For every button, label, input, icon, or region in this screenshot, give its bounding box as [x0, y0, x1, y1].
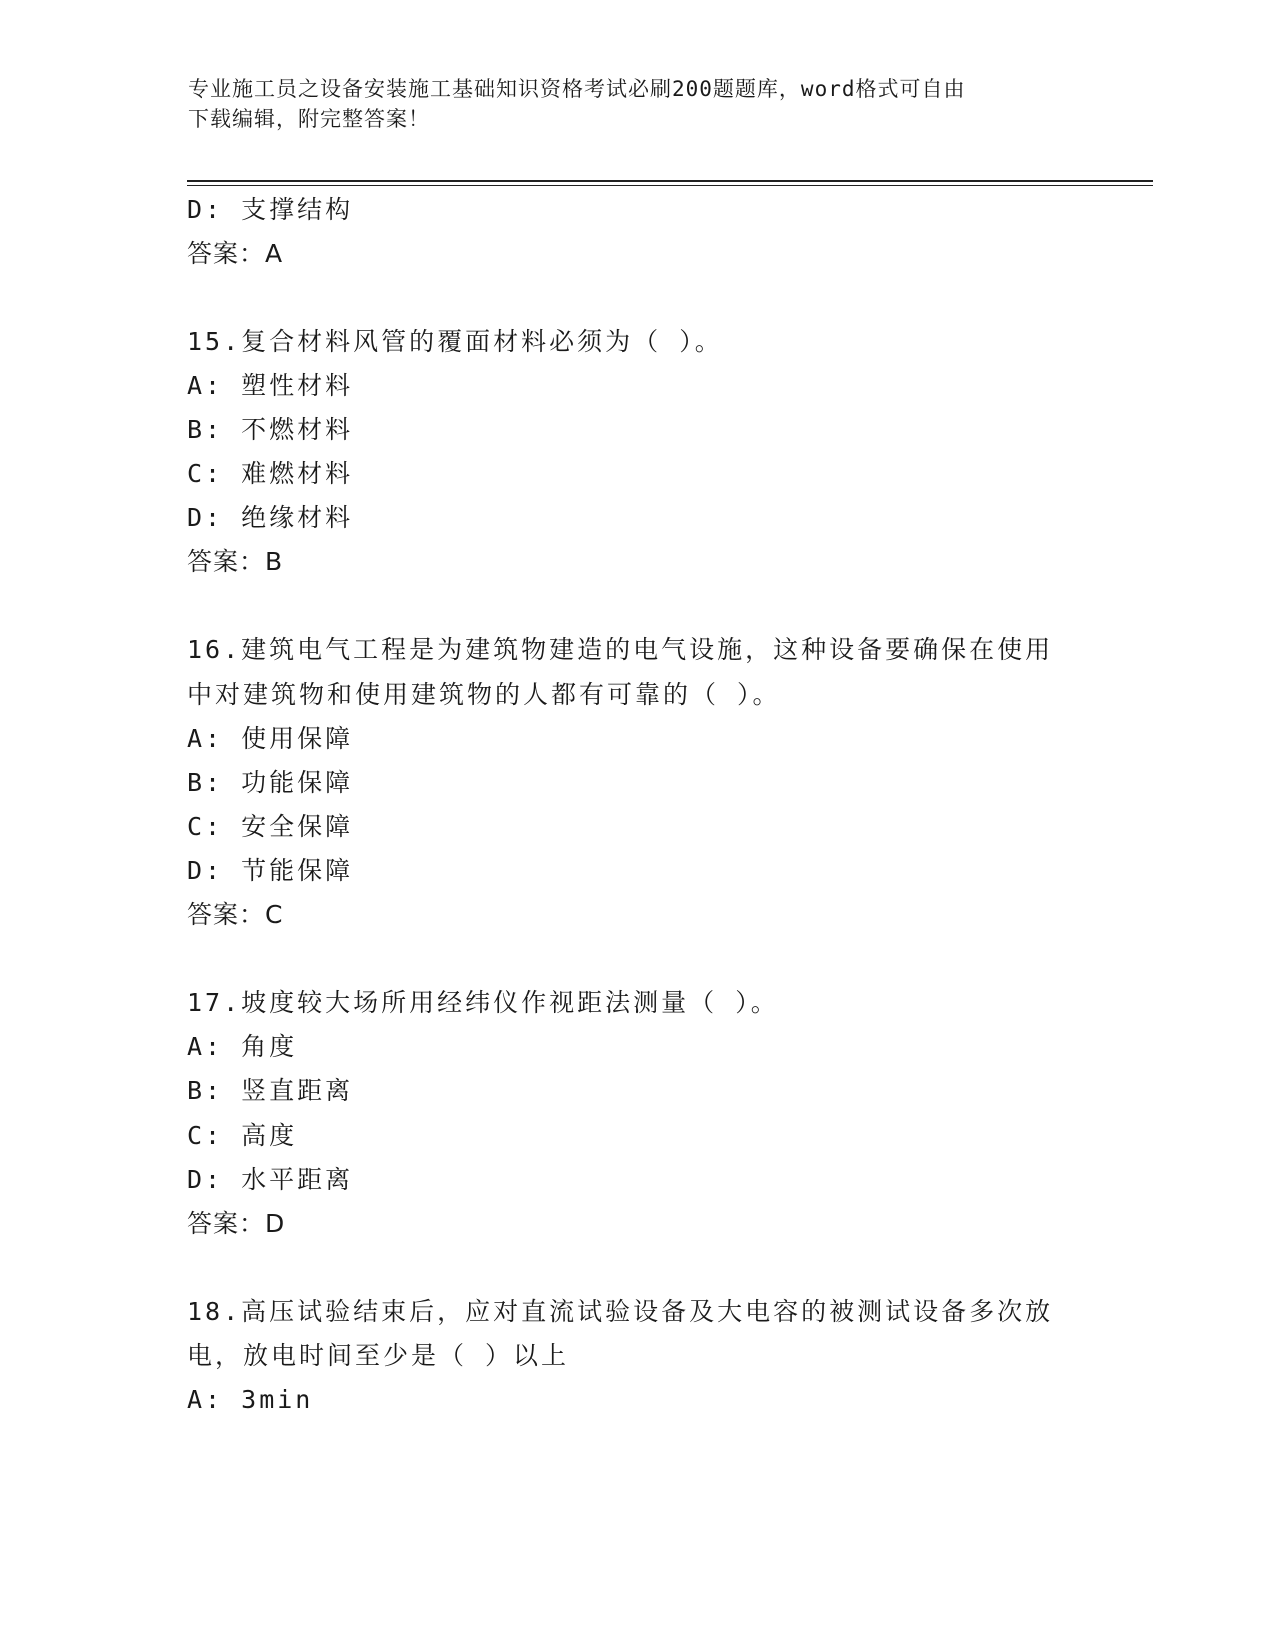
question-15-stem: 15.复合材料风管的覆面材料必须为（ ）。 — [187, 327, 723, 356]
question-17-option-c: C: 高度 — [187, 1121, 298, 1150]
question-18-stem-line-2: 电，放电时间至少是（ ）以上 — [187, 1341, 570, 1370]
question-16-option-b: B: 功能保障 — [187, 768, 354, 797]
question-15-option-d: D: 绝缘材料 — [187, 503, 354, 532]
question-16-answer: 答案：C — [187, 900, 284, 929]
question-17-stem: 17.坡度较大场所用经纬仪作视距法测量（ ）。 — [187, 988, 779, 1017]
prev-answer: 答案：A — [187, 239, 284, 268]
question-17-option-a: A: 角度 — [187, 1032, 298, 1061]
question-15-option-b: B: 不燃材料 — [187, 415, 354, 444]
question-15-option-a: A: 塑性材料 — [187, 371, 354, 400]
question-18-option-a: A: 3min — [187, 1385, 314, 1414]
question-18-stem-line-1: 18.高压试验结束后，应对直流试验设备及大电容的被测试设备多次放 — [187, 1297, 1054, 1326]
header-divider — [187, 180, 1153, 182]
question-17-option-b: B: 竖直距离 — [187, 1076, 354, 1105]
question-16-option-c: C: 安全保障 — [187, 812, 354, 841]
question-16-option-d: D: 节能保障 — [187, 856, 354, 885]
question-16-stem-line-1: 16.建筑电气工程是为建筑物建造的电气设施，这种设备要确保在使用 — [187, 635, 1054, 664]
header-divider-thin — [187, 185, 1153, 186]
prev-option-d: D: 支撑结构 — [187, 195, 354, 224]
question-16-stem-line-2: 中对建筑物和使用建筑物的人都有可靠的（ ）。 — [187, 680, 781, 709]
header-line-1: 专业施工员之设备安装施工基础知识资格考试必刷200题题库，word格式可自由 — [188, 77, 966, 101]
question-17-option-d: D: 水平距离 — [187, 1165, 354, 1194]
question-15-answer: 答案：B — [187, 547, 284, 576]
header-line-2: 下载编辑，附完整答案！ — [188, 107, 430, 131]
question-16-option-a: A: 使用保障 — [187, 724, 354, 753]
document-header — [188, 74, 1088, 134]
question-15-option-c: C: 难燃材料 — [187, 459, 354, 488]
question-17-answer: 答案：D — [187, 1209, 286, 1238]
